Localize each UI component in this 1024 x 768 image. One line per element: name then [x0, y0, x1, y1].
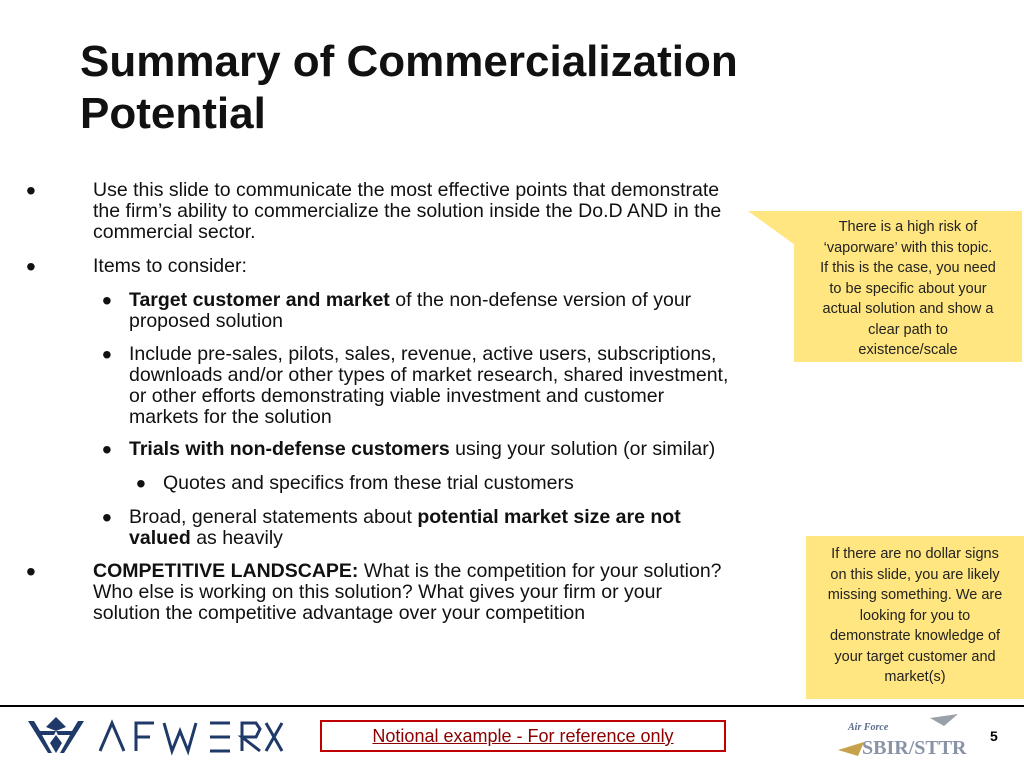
air-force-symbol-icon	[28, 717, 84, 753]
sub-bullet-broad-line1	[129, 507, 681, 528]
bold-trials: Trials with non-defense customers	[129, 438, 450, 460]
callout-line: on this slide, you are likely	[830, 566, 1000, 583]
bold-target-customer: Target customer and market	[129, 289, 390, 311]
callout-line: your target customer and	[834, 648, 996, 665]
callout-line: market(s)	[884, 669, 946, 685]
sub-bullet-presales-line2: downloads and/or other types of market research, shared investment,	[129, 364, 729, 386]
callout-line: to be specific about your	[829, 280, 987, 297]
broad-pre: Broad, general statements about	[129, 506, 418, 528]
sub-sub-bullet-dot: •	[136, 468, 146, 499]
valued-rest: as heavily	[190, 527, 283, 549]
bullet-competitive-line2: Who else is working on this solution? What gives your firm or your	[93, 581, 662, 603]
bullet-competitive-line1	[93, 561, 722, 582]
sub-bullet-trials	[129, 439, 715, 460]
title-line-2: Potential	[80, 89, 266, 138]
bullet-dot: •	[26, 556, 36, 587]
bullet-intro-line1: Use this slide to communicate the most effective points that demonstrate	[93, 179, 720, 201]
bullet-items-to-consider: Items to consider:	[93, 255, 247, 277]
competitive-rest: What is the competition for your solution?	[358, 560, 722, 582]
bold-competitive-landscape: COMPETITIVE LANDSCAPE:	[93, 560, 359, 582]
sbir-logo-text: SBIR/STTR	[862, 737, 967, 759]
sub-bullet-dot: •	[102, 285, 112, 316]
callout-line: If there are no dollar signs	[831, 546, 999, 562]
callout-vaporware	[794, 211, 1022, 362]
callout-line: looking for you to	[859, 607, 971, 624]
sub-bullet-broad-line2	[129, 528, 283, 549]
sub-bullet-target-customer-line1	[129, 290, 691, 311]
notional-example-label: Notional example - For reference only	[320, 720, 726, 752]
bullet-intro-line3: commercial sector.	[93, 221, 256, 243]
sub-bullet-presales-line4: markets for the solution	[129, 406, 332, 428]
bullet-dot: •	[26, 251, 36, 282]
title-line-1: Summary of Commercialization	[80, 37, 738, 86]
callout-line: missing something. We are	[827, 587, 1003, 603]
callout-line: existence/scale	[858, 342, 958, 358]
sub-bullet-dot: •	[102, 339, 112, 370]
bold-potential-market: potential market size are not	[417, 506, 681, 528]
trials-rest: using your solution (or similar)	[449, 438, 716, 460]
afwerx-wordmark	[100, 723, 282, 751]
target-customer-rest: of the non-defense version of your	[389, 289, 692, 311]
sub-bullet-dot: •	[102, 434, 112, 465]
sub-bullet-presales-line1: Include pre-sales, pilots, sales, revenue, active users, subscriptions,	[129, 343, 717, 365]
bullet-intro-line2: the firm’s ability to commercialize the solution inside the Do.D AND in the	[93, 200, 722, 222]
callout-line: There is a high risk of	[838, 219, 978, 235]
afwerx-logo	[24, 713, 284, 761]
callout-line: If this is the case, you need	[820, 260, 996, 276]
sbir-sttr-logo	[834, 712, 974, 764]
sub-bullet-presales-line3: or other efforts demonstrating viable investment and customer	[129, 385, 665, 407]
sbir-logo-small-text: Air Force	[848, 722, 889, 733]
footer-divider	[0, 705, 1024, 707]
sub-bullet-target-customer-line2: proposed solution	[129, 310, 283, 332]
bold-valued: valued	[129, 527, 191, 549]
callout-line: ‘vaporware’ with this topic.	[823, 239, 993, 256]
bullet-dot: •	[26, 175, 36, 206]
callout-line: demonstrate knowledge of	[829, 628, 1001, 644]
callout-line: actual solution and show a	[822, 301, 994, 317]
page-number: 5	[990, 728, 998, 744]
sub-sub-bullet-quotes: Quotes and specifics from these trial customers	[163, 472, 574, 494]
bullet-competitive-line3: solution the competitive advantage over your competition	[93, 602, 586, 624]
callout-dollar-signs	[806, 536, 1024, 699]
callout-line: clear path to	[868, 321, 948, 338]
sub-bullet-dot: •	[102, 502, 112, 533]
